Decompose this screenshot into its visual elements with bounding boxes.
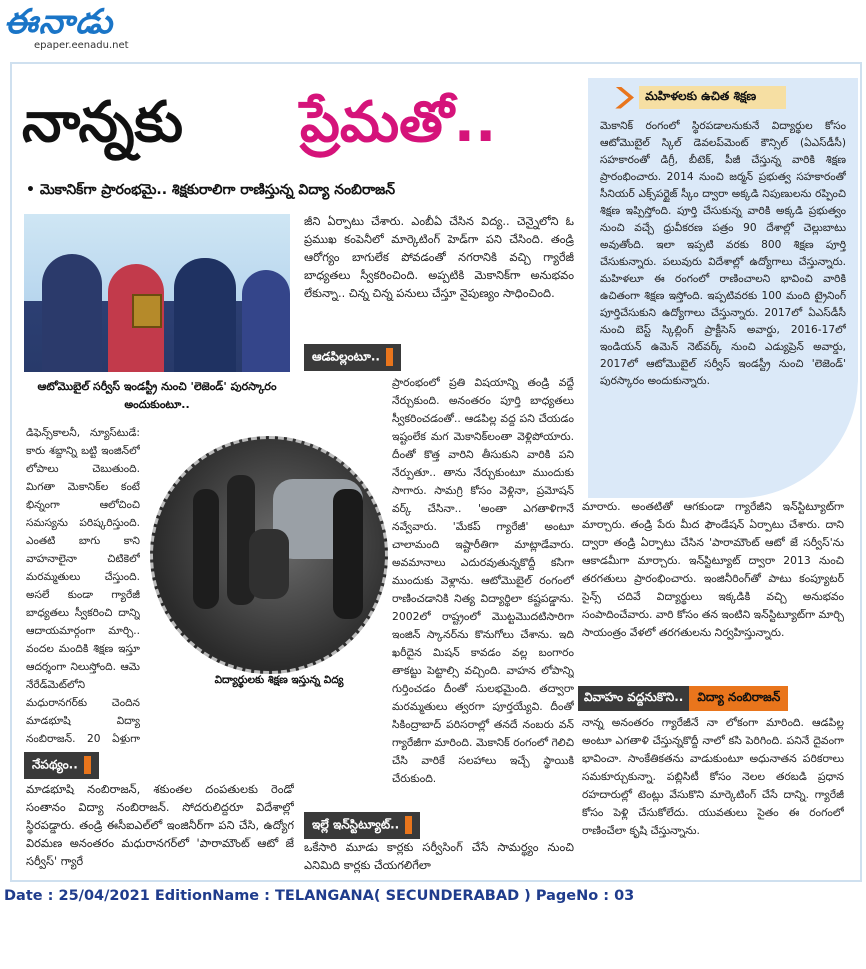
column-2-top bbox=[304, 212, 574, 340]
sidebar-heading: మహిళలకు ఉచిత శిక్షణ bbox=[639, 86, 786, 109]
column-2-body bbox=[392, 374, 574, 804]
edition-info: Date : 25/04/2021 EditionName : TELANGANA( SECUNDERABAD ) PageNo : 03 bbox=[4, 888, 635, 904]
institute-heading-text: ఇల్లే ఇన్‌స్టిట్యూట్.. bbox=[312, 817, 400, 832]
students-training-photo bbox=[150, 436, 388, 674]
nepathyam-body bbox=[26, 780, 294, 878]
sidebar-body bbox=[600, 118, 846, 488]
students-photo-caption: విద్యార్థులకు శిక్షణ ఇస్తున్న విద్య bbox=[214, 674, 344, 686]
institute-heading bbox=[304, 812, 420, 839]
epaper-url: epaper.eenadu.net bbox=[34, 40, 129, 51]
vivaham-name: విద్యా నంబిరాజన్ bbox=[689, 686, 788, 711]
sidebar-header bbox=[612, 86, 786, 109]
institute-body bbox=[304, 838, 574, 878]
headline-part-1: నాన్నకు bbox=[22, 90, 183, 155]
award-photo bbox=[24, 214, 290, 372]
vivaham-heading bbox=[578, 686, 842, 711]
nepathyam-heading bbox=[24, 752, 99, 779]
nepathyam-text: మాడభూషి నంబిరాజన్, శకుంతల దంపతులకు రెండో సంతానం విద్యా నంబిరాజన్. సోదరులిద్దరూ విదేశాల్లో స్థిరపడ్డారు. తండ్రి ఈసీఐఎల్‌లో ఇంజినీర్‌గా పని చేసి, ఉద్యోగ విరమణ అనంతరం మధురానగర్‌లో 'పారామౌంట్ ఆటో జే సర్వీస్' గ్యారే bbox=[26, 782, 294, 868]
career-text: జీని ఏర్పాటు చేశారు. ఎంబీఏ చేసిన విద్య.. చెన్నైలోని ఓ ప్రముఖ కంపెనీలో మార్కెటింగ్ హెడ్‌గా పని చేసింది. తండ్రి ఆరోగ్యం బాగులేక పోవడంతో నగరానికి వచ్చి గ్యారేజీ బాధ్యతలు స్వీకరించింది. అప్పటికి మెకానిక్‌గా అనుభవం లేకున్నా.. చిన్న చిన్న పనులు చేస్తూ నైపుణ్యం సాధించింది. bbox=[304, 214, 574, 300]
adapillantu-heading bbox=[304, 344, 401, 371]
vivaham-body bbox=[582, 714, 844, 878]
award-plaque bbox=[132, 294, 162, 328]
institute-text: ఒకేసారి మూడు కార్లకు సర్వీసింగ్ చేసే సామర్థ్యం నుంచి ఎనిమిది కార్లకు చేయగలిగేలా bbox=[304, 840, 574, 872]
institute-continued-text: మారారు. అంతటితో ఆగకుండా గ్యారేజీని ఇన్‌స్టిట్యూట్‌గా మార్చారు. తండ్రి పేరు మీద ఫౌండేషన్ ఏర్పాటు చేశారు. దాని ద్వారా తండ్రి ఏర్పాటు చేసిన 'పారామౌంట్ ఆటో జే సర్వీస్'ను ఆకాడమీగా మార్చారు. ఇన్‌స్టిట్యూట్ ద్వారా 2013 నుంచి తరగతులు ప్రారంభించారు. ఇంజినీరింగ్‌తో పాటు కంప్యూటర్ సైన్స్ చదివే విద్యార్థులు ఇక్కడికి వచ్చి అనుభవం సంపాదించేవారు. వారి కోసం తన ఇంటిని ఇన్‌స్టిట్యూట్‌గా మార్చి సాయంత్రం వేళలో తరగతులను నిర్వహిస్తున్నారు. bbox=[582, 500, 844, 639]
adapillantu-text: ప్రారంభంలో ప్రతి విషయాన్ని తండ్రి వద్దే నేర్చుకుంది. అనంతరం పూర్తి బాధ్యతలు స్వీకరించడంతో.. ఆడపిల్ల వద్ద పని చేయడం ఇష్టంలేక మగ మెకానిక్‌లంతా వెళ్లిపోయారు. దీంతో కొత్త వారిని తీసుకుని వారికి పని నేర్పుతూ.. తాను నేర్చుకుంటూ ముందుకు సాగారు. సామగ్రి కోసం వెళ్లినా, ప్రమోషన్ వర్క్ చేసినా.. 'అంతా ఎగతాళిగానే నవ్వేవారు. 'మేకప్ గ్యారేజీ' అంటూ చాలామంది ఇష్టారీతిగా మాట్లాడేవారు. అవమానాలు ఎదురవుతున్నకొద్దీ కసిగా ముందుకు వెళ్లాను. ఆటోమొబైల్ రంగంలో రాణించడానికి నిత్య విద్యార్థిలా కష్టపడ్డాను. 2002లో రాష్ట్రంలో మొట్టమొదటిసారిగా ఇంజిన్ స్కానర్‌ను కొనుగోలు చేశాను. ఇది ఖరీదైన మిషన్ కావడం వల్ల బంగారం తాకట్టు పెట్టాల్సి వచ్చింది. వాహన లోపాన్ని గుర్తించడం దీంతో సులభమైంది. తద్వారా మరమ్మతులు త్వరగా పూర్తయ్యేవి. దీంతో సికింద్రాబాద్ పరిసరాల్లో తనదే నంబరు వన్ గ్యారేజీగా మారింది. మెకానిక్ రంగంలో గెలిచి చేసి వారికే సలహాలు ఇచ్చే స్థాయికి చేరుకుంది. bbox=[392, 376, 574, 785]
subheadline: • మెకానిక్‌గా ప్రారంభమై.. శిక్షకురాలిగా రాణిస్తున్న విద్యా నంబిరాజన్ bbox=[26, 182, 396, 198]
column-3-body bbox=[582, 498, 844, 678]
chevron-icon bbox=[612, 87, 634, 109]
eenadu-logo: ఈనాడు bbox=[4, 2, 114, 42]
award-photo-caption: ఆటోమొబైల్ సర్వీస్ ఇండస్ట్రీ నుంచి 'లెజెండ్' పురస్కారం అందుకుంటూ.. bbox=[24, 374, 290, 418]
adapillantu-heading-text: ఆడపిల్లంటూ.. bbox=[312, 349, 380, 364]
column-1-top bbox=[26, 424, 140, 744]
headline-part-2: ప్రేమతో.. bbox=[300, 90, 497, 155]
nepathyam-heading-text: నేపథ్యం.. bbox=[32, 757, 78, 772]
intro-text: డిఫెన్స్‌కాలనీ, న్యూస్‌టుడే: కారు శబ్దాన్ని బట్టి ఇంజిన్‌లో లోపాలు చెబుతుంది. మిగతా మెకానిక్‌ల కంటే భిన్నంగా ఆలోచించి సమస్యను పరిష్కరిస్తుంది. ఎంతటి బాగు కాని వాహనాలైనా చిటికెలో మరమ్మతులు చేస్తుంది. అసలే కుండా గ్యారేజీ బాధ్యతలు స్వీకరించి దాన్ని ఆదాయమార్గంగా మార్చి.. వందల మందికి శిక్షణ ఇస్తూ ఆదర్శంగా నిలుస్తోంది. ఆమె నేరేడ్‌మెట్‌లోని మధురానగర్‌కు చెందిన మాడభూషి విద్యా నంబిరాజన్. 20 ఏళ్లుగా bbox=[26, 427, 140, 744]
vivaham-heading-text: వివాహం వద్దనుకొని.. bbox=[584, 690, 684, 704]
vivaham-text: నాన్న అనంతరం గ్యారేజీనే నా లోకంగా మారింది. ఆడపిల్ల అంటూ ఎగతాళి చేస్తున్నకొద్దీ నాలో కసి పెరిగింది. పనినే దైవంగా భావించా. సాంకేతికతను వాడుకుంటూ అధునాతన పరికరాలు సమకూర్చుకున్నా. పబ్లిసిటీ కోసం నెలల తరబడి ప్రధాన రహదారుల్లో టెంట్లు వేసుకొని మార్కెటింగ్ చేసే దాన్ని. గ్యారేజీ కోసం పెళ్లి చేసుకోలేదు. యువతులు సైతం ఈ రంగంలో రాణించేలా కృషి చేస్తున్నాను. bbox=[582, 716, 844, 837]
sidebar-text: మెకానిక్ రంగంలో స్థిరపడాలనుకునే విద్యార్థుల కోసం ఆటోమొబైల్ స్కిల్ డెవలప్‌మెంట్ కౌన్సిల్ (ఏఎస్‌డీసీ) సహకారంతో డిగ్రీ, బీటెక్, పీజీ చేస్తున్న వారికి శిక్షణ ప్రారంభించారు. 2014 నుంచి జర్మన్ ప్రభుత్వ సహకారంతో సీనియర్ ఎక్స్‌పర్టైజ్ స్కీం ద్వారా అక్కడి నిపుణులను రప్పించి శిక్షణ ఇప్పిస్తోంది. పూర్తి చేసుకున్న వారికి అక్కడి ప్రభుత్వం నుంచి వచ్చే ధ్రువీకరణ పత్రం 90 దేశాల్లో చెల్లుబాటు అవుతోంది. ఇలా ఇప్పటి వరకు 800 శిక్షణ పూర్తి చేసుకున్నారు. పలువురు విదేశాల్లో ఉద్యోగాలు చేస్తున్నారు. మహిళలూ ఈ రంగంలో రాణించాలని భావించి వారికి ఉచితంగా శిక్షణ ఇస్తోంది. ఇప్పటివరకు 100 మంది ట్రైనింగ్ పూర్తిచేసుకుని ఉద్యోగాలు చేస్తున్నారు. 2017లో ఏఎస్‌డీసీ నుంచి బెస్ట్ స్కిల్లింగ్ ప్రాక్టీసెస్ అవార్డు, 2016-17లో ఇండియన్ ఉమెన్ నెట్‌వర్క్ నుంచి ఎడ్యుప్రెన్ అవార్డు, 2017లో ఆటోమొబైల్ సర్వీస్ ఇండస్ట్రీ నుంచి 'లెజెండ్' పురస్కారం అందుకున్నారు. bbox=[600, 120, 846, 387]
